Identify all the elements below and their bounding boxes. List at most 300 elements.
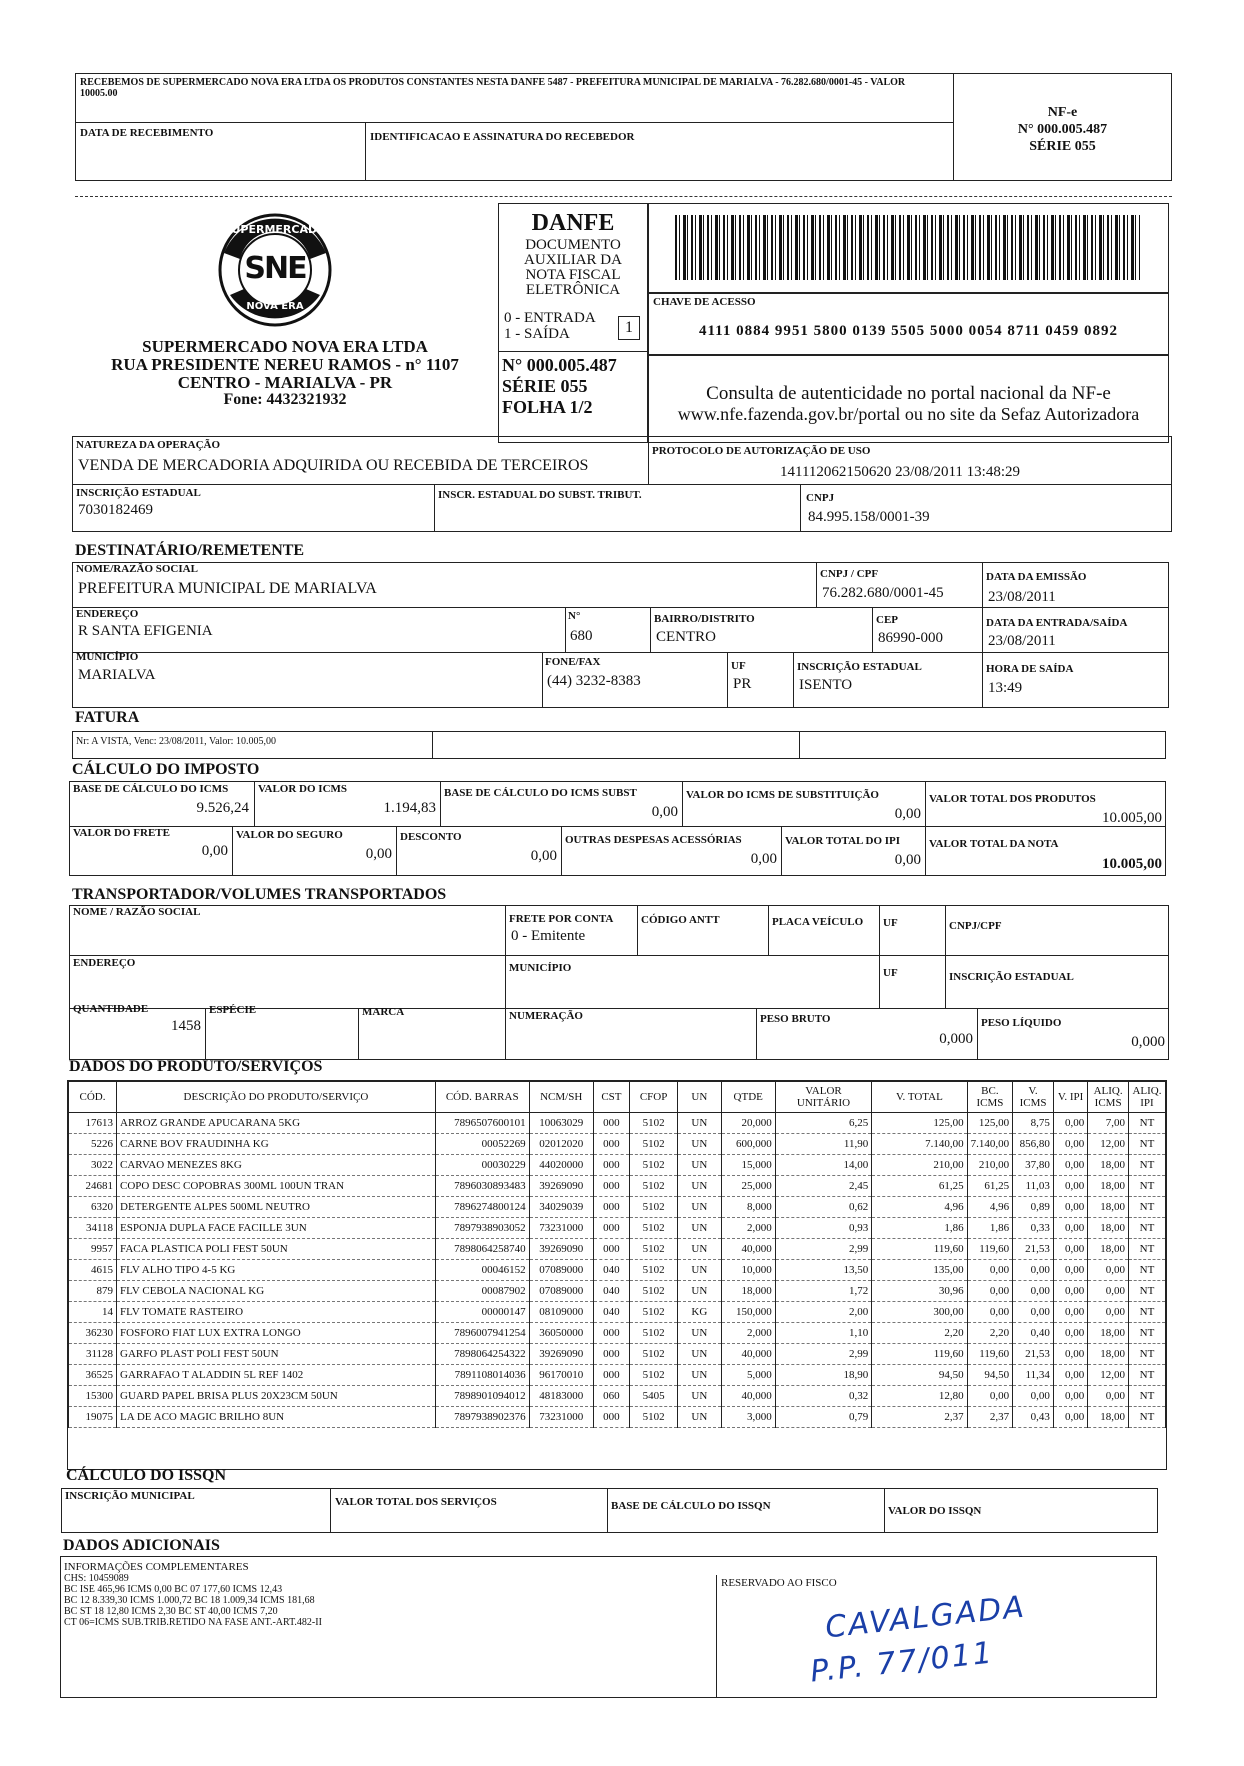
entry-date-label: DATA DA ENTRADA/SAÍDA	[986, 617, 1128, 629]
product-cell: 7,00	[1088, 1113, 1129, 1134]
product-cell: 7898064254322	[435, 1344, 529, 1365]
product-cell: 00046152	[435, 1260, 529, 1281]
brand-label: MARCA	[362, 1006, 405, 1018]
issuer-name: SUPERMERCADO NOVA ERA LTDA	[142, 337, 428, 356]
product-cell: 0,40	[1013, 1323, 1054, 1344]
danfe-subtitle-4: ELETRÔNICA	[525, 282, 621, 298]
product-cell: 15300	[69, 1386, 117, 1407]
recipient-name-value: PREFEITURA MUNICIPAL DE MARIALVA	[78, 580, 377, 597]
product-cell: 2,37	[967, 1407, 1013, 1428]
recipient-number-label: N°	[568, 610, 581, 622]
logo-mark: SNE	[244, 251, 306, 286]
issuer-address: RUA PRESIDENTE NEREU RAMOS - n° 1107	[111, 355, 459, 374]
carrier-ie-label: INSCRIÇÃO ESTADUAL	[949, 971, 1074, 983]
product-cell: 4,96	[872, 1197, 967, 1218]
issuer-ie-value: 7030182469	[78, 502, 153, 518]
product-cell: 7896274800124	[435, 1197, 529, 1218]
base-st-value: 0,00	[651, 804, 678, 820]
product-cell: 25,000	[721, 1176, 775, 1197]
carrier-uf-label: UF	[883, 917, 898, 929]
product-cell: 040	[593, 1302, 629, 1323]
product-cell: 61,25	[872, 1176, 967, 1197]
product-cell: 37,80	[1013, 1155, 1054, 1176]
product-cell: 2,000	[721, 1323, 775, 1344]
product-cell: 11,34	[1013, 1365, 1054, 1386]
product-cell: 4,96	[967, 1197, 1013, 1218]
issuer-phone: Fone: 4432321932	[223, 391, 347, 408]
product-cell: UN	[678, 1365, 722, 1386]
product-cell: 14	[69, 1302, 117, 1323]
product-cell: 8,000	[721, 1197, 775, 1218]
product-cell: 0,00	[967, 1386, 1013, 1407]
recipient-city-value: MARIALVA	[78, 667, 156, 683]
product-cell: 18,90	[775, 1365, 871, 1386]
product-cell: NT	[1128, 1365, 1165, 1386]
product-cell: 7896007941254	[435, 1323, 529, 1344]
product-cell: NT	[1128, 1218, 1165, 1239]
product-cell: 210,00	[967, 1155, 1013, 1176]
ipi-total-value: 0,00	[894, 852, 921, 868]
product-cell: 0,00	[1053, 1134, 1087, 1155]
product-cell: UN	[678, 1323, 722, 1344]
gross-weight-value: 0,000	[939, 1031, 973, 1047]
product-cell: NT	[1128, 1113, 1165, 1134]
product-cell: 0,33	[1013, 1218, 1054, 1239]
product-cell: 0,00	[1013, 1386, 1054, 1407]
recipient-cep-label: CEP	[876, 614, 898, 626]
other-expenses-value: 0,00	[750, 851, 777, 867]
emission-date-value: 23/08/2011	[988, 589, 1056, 605]
product-cell: 00000147	[435, 1302, 529, 1323]
consult-line-2: www.nfe.fazenda.gov.br/portal ou no site da Sefaz Autorizadora	[677, 404, 1140, 424]
receipt-text: RECEBEMOS DE SUPERMERCADO NOVA ERA LTDA OS PRODUTOS CONSTANTES NESTA DANFE 5487 - PREFEITURA MUNICIPAL DE MARIALVA - 76.282.680/0001-45 - VALOR 10005.00	[80, 77, 906, 99]
product-cell: 20,000	[721, 1113, 775, 1134]
additional-info-line: BC ISE 465,96 ICMS 0,00 BC 07 177,60 ICMS 12,43	[64, 1584, 283, 1595]
discount-value: 0,00	[530, 848, 557, 864]
issuer-ie-label: INSCRIÇÃO ESTADUAL	[76, 487, 201, 499]
product-cell: 96170010	[529, 1365, 593, 1386]
issqn-services-label: VALOR TOTAL DOS SERVIÇOS	[335, 1496, 497, 1508]
product-cell: 1,10	[775, 1323, 871, 1344]
receipt-signature-label: IDENTIFICACAO E ASSINATURA DO RECEBEDOR	[370, 131, 635, 143]
issqn-im-label: INSCRIÇÃO MUNICIPAL	[65, 1490, 195, 1502]
base-icms-label: BASE DE CÁLCULO DO ICMS	[73, 783, 229, 795]
recipient-phone-value: (44) 3232-8383	[547, 673, 641, 689]
issqn-base-label: BASE DE CÁLCULO DO ISSQN	[611, 1500, 771, 1512]
product-cell: 13,50	[775, 1260, 871, 1281]
ipi-total-label: VALOR TOTAL DO IPI	[785, 835, 901, 847]
product-cell: UN	[678, 1176, 722, 1197]
invoice-text: Nr: A VISTA, Venc: 23/08/2011, Valor: 10.005,00	[76, 736, 276, 747]
product-cell: 125,00	[872, 1113, 967, 1134]
product-cell: 18,00	[1088, 1176, 1129, 1197]
product-cell: 0,00	[1053, 1365, 1087, 1386]
product-cell: 119,60	[872, 1344, 967, 1365]
product-cell: 00052269	[435, 1134, 529, 1155]
product-cell: 000	[593, 1218, 629, 1239]
danfe-subtitle-2: AUXILIAR DA	[524, 252, 622, 268]
product-cell: CARNE BOV FRAUDINHA KG	[117, 1134, 436, 1155]
products-header-cell: DESCRIÇÃO DO PRODUTO/SERVIÇO	[117, 1082, 436, 1113]
product-cell: 5102	[630, 1134, 678, 1155]
additional-info-line: BC 12 8.339,30 ICMS 1.000,72 BC 18 1.009,34 ICMS 181,68	[64, 1595, 315, 1606]
product-cell: 5102	[630, 1239, 678, 1260]
product-cell: 000	[593, 1134, 629, 1155]
product-row	[69, 1155, 1166, 1176]
product-cell: UN	[678, 1113, 722, 1134]
product-cell: 94,50	[872, 1365, 967, 1386]
product-cell: 2,99	[775, 1344, 871, 1365]
product-cell: 000	[593, 1155, 629, 1176]
nature-value: VENDA DE MERCADORIA ADQUIRIDA OU RECEBIDA DE TERCEIROS	[78, 457, 589, 474]
recipient-number-value: 680	[570, 628, 593, 644]
product-cell: 18,00	[1088, 1155, 1129, 1176]
product-cell: 6,25	[775, 1113, 871, 1134]
base-st-label: BASE DE CÁLCULO DO ICMS SUBST	[444, 787, 637, 799]
product-row	[69, 1386, 1166, 1407]
freight-mode-label: FRETE POR CONTA	[509, 913, 614, 925]
product-cell: 1,86	[872, 1218, 967, 1239]
product-cell: CARVAO MENEZES 8KG	[117, 1155, 436, 1176]
product-cell: LA DE ACO MAGIC BRILHO 8UN	[117, 1407, 436, 1428]
carrier-address-label: ENDEREÇO	[73, 957, 136, 969]
product-cell: 0,00	[1053, 1323, 1087, 1344]
danfe-series: SÉRIE 055	[502, 376, 588, 396]
recipient-section: DESTINATÁRIO/REMETENTE	[75, 542, 305, 559]
recipient-city-label: MUNICÍPIO	[76, 651, 139, 663]
product-cell: 119,60	[967, 1239, 1013, 1260]
product-cell: 0,00	[1013, 1281, 1054, 1302]
product-cell: 2,99	[775, 1239, 871, 1260]
product-cell: 7.140,00	[872, 1134, 967, 1155]
product-cell: 9957	[69, 1239, 117, 1260]
product-cell: 210,00	[872, 1155, 967, 1176]
product-cell: 150,000	[721, 1302, 775, 1323]
issqn-section: CÁLCULO DO ISSQN	[66, 1467, 227, 1484]
recipient-uf-label: UF	[731, 660, 746, 672]
access-key-value: 4111 0884 9951 5800 0139 5505 5000 0054 8711 0459 0892	[698, 323, 1119, 339]
product-cell: COPO DESC COPOBRAS 300ML 100UN TRAN	[117, 1176, 436, 1197]
product-cell: 07089000	[529, 1260, 593, 1281]
protocol-value: 141112062150620 23/08/2011 13:48:29	[780, 464, 1020, 480]
product-cell: 0,00	[967, 1281, 1013, 1302]
products-header-cell: BC. ICMS	[967, 1082, 1013, 1113]
product-cell: UN	[678, 1260, 722, 1281]
product-cell: GARFO PLAST POLI FEST 50UN	[117, 1344, 436, 1365]
product-cell: 0,00	[1053, 1260, 1087, 1281]
product-cell: 0,79	[775, 1407, 871, 1428]
product-cell: NT	[1128, 1260, 1165, 1281]
product-cell: 18,00	[1088, 1239, 1129, 1260]
product-cell: FACA PLASTICA POLI FEST 50UN	[117, 1239, 436, 1260]
product-cell: FOSFORO FIAT LUX EXTRA LONGO	[117, 1323, 436, 1344]
product-row	[69, 1134, 1166, 1155]
product-cell: 15,000	[721, 1155, 775, 1176]
icms-label: VALOR DO ICMS	[258, 783, 348, 795]
product-cell: 5102	[630, 1365, 678, 1386]
product-cell: 5102	[630, 1344, 678, 1365]
recipient-phone-label: FONE/FAX	[545, 656, 601, 668]
products-header-cell: NCM/SH	[529, 1082, 593, 1113]
receipt-nfe-title: NF-e	[1047, 105, 1078, 120]
product-cell: DETERGENTE ALPES 500ML NEUTRO	[117, 1197, 436, 1218]
product-cell: ESPONJA DUPLA FACE FACILLE 3UN	[117, 1218, 436, 1239]
transport-section: TRANSPORTADOR/VOLUMES TRANSPORTADOS	[72, 886, 447, 903]
insurance-label: VALOR DO SEGURO	[236, 829, 343, 841]
product-row	[69, 1344, 1166, 1365]
product-cell: 73231000	[529, 1218, 593, 1239]
product-cell: 2,37	[872, 1407, 967, 1428]
product-cell: 12,00	[1088, 1365, 1129, 1386]
product-cell: 5102	[630, 1218, 678, 1239]
product-cell: NT	[1128, 1407, 1165, 1428]
product-row	[69, 1281, 1166, 1302]
product-cell: 18,00	[1088, 1197, 1129, 1218]
product-cell: FLV CEBOLA NACIONAL KG	[117, 1281, 436, 1302]
species-label: ESPÉCIE	[209, 1004, 257, 1016]
products-header-cell: CST	[593, 1082, 629, 1113]
product-cell: 000	[593, 1365, 629, 1386]
issqn-box	[61, 1488, 1158, 1533]
product-cell: 000	[593, 1113, 629, 1134]
product-cell: 18,00	[1088, 1218, 1129, 1239]
products-header-cell: ALIQ. IPI	[1128, 1082, 1165, 1113]
products-header-cell: V. ICMS	[1013, 1082, 1054, 1113]
products-header-cell: VALOR UNITÁRIO	[775, 1082, 871, 1113]
additional-info-label: INFORMAÇÕES COMPLEMENTARES	[64, 1561, 249, 1573]
product-cell: 40,000	[721, 1239, 775, 1260]
danfe-entrada: 0 - ENTRADA	[504, 310, 596, 326]
product-cell: 0,62	[775, 1197, 871, 1218]
product-cell: 40,000	[721, 1386, 775, 1407]
product-cell: 7896030893483	[435, 1176, 529, 1197]
plate-label: PLACA VEÍCULO	[772, 916, 864, 928]
recipient-district-value: CENTRO	[656, 629, 716, 645]
receipt-nfe-series: SÉRIE 055	[1029, 139, 1096, 154]
product-cell: 39269090	[529, 1344, 593, 1365]
product-cell: 39269090	[529, 1176, 593, 1197]
product-cell: 5102	[630, 1323, 678, 1344]
invoice-total-label: VALOR TOTAL DA NOTA	[929, 838, 1059, 850]
product-cell: 5226	[69, 1134, 117, 1155]
product-cell: 000	[593, 1344, 629, 1365]
product-cell: 18,00	[1088, 1323, 1129, 1344]
exit-time-value: 13:49	[988, 680, 1023, 696]
product-cell: 6320	[69, 1197, 117, 1218]
numbering-label: NUMERAÇÃO	[509, 1010, 583, 1022]
product-cell: 0,00	[1088, 1281, 1129, 1302]
product-cell: 0,00	[1053, 1155, 1087, 1176]
products-header-cell: CÓD. BARRAS	[435, 1082, 529, 1113]
product-cell: 0,00	[1053, 1281, 1087, 1302]
product-cell: 0,00	[1013, 1260, 1054, 1281]
products-header-cell: CÓD.	[69, 1082, 117, 1113]
danfe-type-box: 1	[618, 316, 640, 340]
products-total-value: 10.005,00	[1102, 810, 1162, 826]
product-cell: 5405	[630, 1386, 678, 1407]
products-table-wrap	[67, 1080, 1167, 1470]
product-cell: 2,45	[775, 1176, 871, 1197]
freight-label: VALOR DO FRETE	[73, 827, 170, 839]
danfe-subtitle-3: NOTA FISCAL	[525, 267, 621, 283]
volume-qty-label: QUANTIDADE	[73, 1003, 149, 1015]
recipient-name-label: NOME/RAZÃO SOCIAL	[76, 563, 198, 575]
product-cell: 060	[593, 1386, 629, 1407]
emission-date-label: DATA DA EMISSÃO	[986, 571, 1087, 583]
product-cell: 5102	[630, 1302, 678, 1323]
danfe-subtitle-1: DOCUMENTO	[525, 237, 621, 253]
product-cell: 36525	[69, 1365, 117, 1386]
product-cell: 135,00	[872, 1260, 967, 1281]
product-cell: UN	[678, 1197, 722, 1218]
recipient-ie-value: ISENTO	[799, 677, 853, 693]
product-cell: FLV ALHO TIPO 4-5 KG	[117, 1260, 436, 1281]
product-cell: 48183000	[529, 1386, 593, 1407]
product-cell: 119,60	[967, 1344, 1013, 1365]
freight-mode-value: 0 - Emitente	[511, 928, 586, 944]
product-cell: 2,20	[872, 1323, 967, 1344]
product-cell: NT	[1128, 1176, 1165, 1197]
product-cell: 61,25	[967, 1176, 1013, 1197]
product-cell: 44020000	[529, 1155, 593, 1176]
product-cell: 08109000	[529, 1302, 593, 1323]
product-cell: 000	[593, 1323, 629, 1344]
recipient-address-value: R SANTA EFIGENIA	[78, 623, 213, 639]
product-cell: 0,93	[775, 1218, 871, 1239]
product-cell: 2,00	[775, 1302, 871, 1323]
product-cell: 000	[593, 1407, 629, 1428]
issqn-value-label: VALOR DO ISSQN	[888, 1505, 982, 1517]
product-cell: UN	[678, 1386, 722, 1407]
icms-st-label: VALOR DO ICMS DE SUBSTITUIÇÃO	[686, 789, 879, 801]
reserved-fisco-label: RESERVADO AO FISCO	[721, 1577, 837, 1589]
issuer-ie-st-label: INSCR. ESTADUAL DO SUBST. TRIBUT.	[438, 489, 642, 501]
product-cell: 34118	[69, 1218, 117, 1239]
recipient-address-label: ENDEREÇO	[76, 608, 139, 620]
additional-section: DADOS ADICIONAIS	[63, 1537, 220, 1554]
product-cell: 0,00	[1053, 1407, 1087, 1428]
product-row	[69, 1239, 1166, 1260]
net-weight-value: 0,000	[1131, 1034, 1165, 1050]
gross-weight-label: PESO BRUTO	[760, 1013, 831, 1025]
additional-info-lines	[64, 1573, 322, 1628]
product-cell: 07089000	[529, 1281, 593, 1302]
recipient-uf-value: PR	[733, 676, 752, 692]
net-weight-label: PESO LÍQUIDO	[981, 1017, 1062, 1029]
products-header-cell: V. TOTAL	[872, 1082, 967, 1113]
issuer-cnpj-value: 84.995.158/0001-39	[808, 509, 930, 525]
product-cell: 19075	[69, 1407, 117, 1428]
product-cell: 0,32	[775, 1386, 871, 1407]
products-header-cell: UN	[678, 1082, 722, 1113]
product-cell: 3,000	[721, 1407, 775, 1428]
product-cell: 8,75	[1013, 1113, 1054, 1134]
product-cell: 0,00	[1053, 1176, 1087, 1197]
product-cell: 0,00	[1088, 1386, 1129, 1407]
product-row	[69, 1113, 1166, 1134]
product-cell: 30,96	[872, 1281, 967, 1302]
product-cell: 0,00	[1053, 1113, 1087, 1134]
product-cell: 0,00	[1053, 1218, 1087, 1239]
product-cell: 7896507600101	[435, 1113, 529, 1134]
product-cell: 11,03	[1013, 1176, 1054, 1197]
product-cell: GUARD PAPEL BRISA PLUS 20X23CM 50UN	[117, 1386, 436, 1407]
product-cell: NT	[1128, 1239, 1165, 1260]
product-cell: 2,000	[721, 1218, 775, 1239]
product-cell: 0,00	[1053, 1197, 1087, 1218]
product-row	[69, 1260, 1166, 1281]
product-cell: 18,00	[1088, 1344, 1129, 1365]
receipt-date-label: DATA DE RECEBIMENTO	[80, 127, 214, 139]
product-cell: 5102	[630, 1407, 678, 1428]
product-cell: 5102	[630, 1197, 678, 1218]
product-cell: 11,90	[775, 1134, 871, 1155]
product-cell: 39269090	[529, 1239, 593, 1260]
product-cell: 00087902	[435, 1281, 529, 1302]
product-cell: 040	[593, 1260, 629, 1281]
logo-top-text: SUPERMERCADO	[223, 223, 327, 236]
product-cell: 0,00	[1088, 1260, 1129, 1281]
additional-info-line: CHS: 10459089	[64, 1573, 129, 1584]
carrier-city-label: MUNICÍPIO	[509, 962, 572, 974]
product-cell: ARROZ GRANDE APUCARANA 5KG	[117, 1113, 436, 1134]
product-cell: 0,00	[1013, 1302, 1054, 1323]
cut-line	[75, 196, 1172, 197]
exit-time-label: HORA DE SAÍDA	[986, 663, 1074, 675]
product-cell: 7891108014036	[435, 1365, 529, 1386]
product-cell: 040	[593, 1281, 629, 1302]
product-cell: NT	[1128, 1302, 1165, 1323]
invoice-section: FATURA	[75, 709, 140, 726]
discount-label: DESCONTO	[400, 831, 462, 843]
product-cell: 879	[69, 1281, 117, 1302]
product-cell: 0,00	[1053, 1344, 1087, 1365]
product-cell: 0,89	[1013, 1197, 1054, 1218]
product-cell: 36230	[69, 1323, 117, 1344]
additional-info-line: CT 06=ICMS SUB.TRIB.RETIDO NA FASE ANT.-ART.482-II	[64, 1617, 322, 1628]
product-row	[69, 1176, 1166, 1197]
product-cell: KG	[678, 1302, 722, 1323]
product-cell: 12,80	[872, 1386, 967, 1407]
tax-section: CÁLCULO DO IMPOSTO	[72, 761, 260, 778]
product-cell: 119,60	[872, 1239, 967, 1260]
product-cell: 34029039	[529, 1197, 593, 1218]
issuer-logo	[210, 213, 340, 328]
volume-qty-value: 1458	[171, 1018, 201, 1034]
product-cell: 7.140,00	[967, 1134, 1013, 1155]
product-cell: GARRAFAO T ALADDIN 5L REF 1402	[117, 1365, 436, 1386]
recipient-cnpj-value: 76.282.680/0001-45	[822, 585, 944, 601]
logo-bottom-text: NOVA ERA	[246, 301, 304, 312]
product-cell: 02012020	[529, 1134, 593, 1155]
product-cell: UN	[678, 1134, 722, 1155]
icms-st-value: 0,00	[894, 806, 921, 822]
product-cell: 0,00	[1053, 1239, 1087, 1260]
other-expenses-label: OUTRAS DESPESAS ACESSÓRIAS	[565, 834, 742, 846]
insurance-value: 0,00	[365, 846, 392, 862]
product-cell: 0,43	[1013, 1407, 1054, 1428]
product-cell: NT	[1128, 1197, 1165, 1218]
product-cell: 94,50	[967, 1365, 1013, 1386]
danfe-title: DANFE	[531, 210, 615, 236]
product-row	[69, 1302, 1166, 1323]
recipient-cep-value: 86990-000	[878, 630, 943, 646]
barcode	[675, 215, 1140, 280]
danfe-saida: 1 - SAÍDA	[504, 326, 570, 342]
issuer-city: CENTRO - MARIALVA - PR	[177, 373, 393, 392]
product-cell: FLV TOMATE RASTEIRO	[117, 1302, 436, 1323]
product-cell: 14,00	[775, 1155, 871, 1176]
